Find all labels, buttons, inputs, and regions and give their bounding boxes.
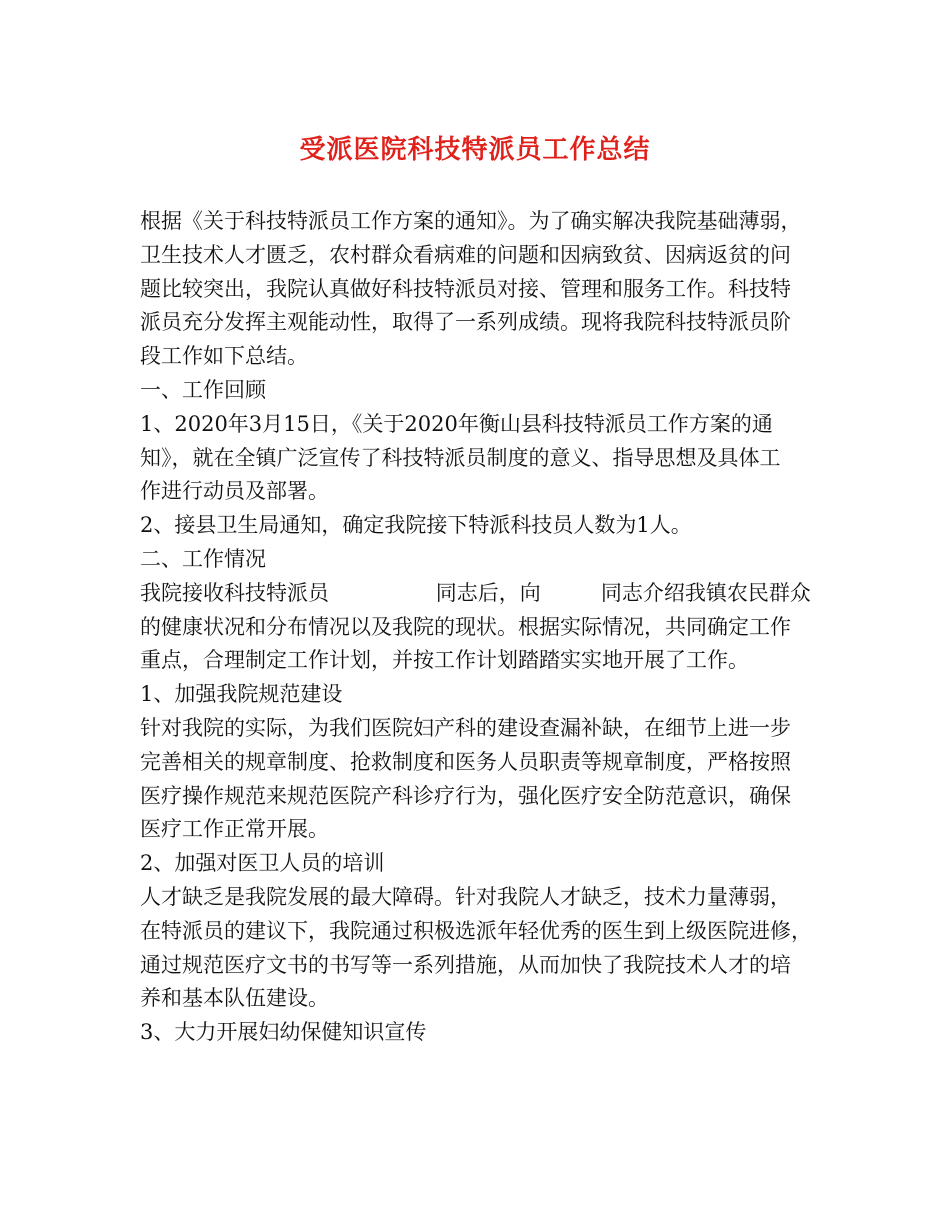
body-line: 知》，就在全镇广泛宣传了科技特派员制度的意义、指导思想及具体工 bbox=[140, 445, 781, 470]
body-line: 题比较突出，我院认真做好科技特派员对接、管理和服务工作。科技特 bbox=[140, 276, 791, 301]
body-line: 的健康状况和分布情况以及我院的现状。根据实际情况，共同确定工作 bbox=[140, 614, 791, 639]
body-line: 人才缺乏是我院发展的最大障碍。针对我院人才缺乏，技术力量薄弱， bbox=[140, 884, 791, 909]
subsection-heading: 1、加强我院规范建设 bbox=[140, 682, 343, 707]
body-line: 根据《关于科技特派员工作方案的通知》。为了确实解决我院基础薄弱， bbox=[140, 209, 802, 233]
section-heading: 二、工作情况 bbox=[140, 546, 266, 571]
body-line: 卫生技术人才匮乏，农村群众看病难的问题和因病致贫、因病返贫的问 bbox=[140, 242, 791, 267]
subsection-heading: 2、加强对医卫人员的培训 bbox=[140, 851, 385, 876]
body-line: 我院接收科技特派员 同志后，向 同志介绍我镇农民群众 bbox=[140, 580, 811, 605]
body-line: 在特派员的建议下，我院通过积极选派年轻优秀的医生到上级医院进修， bbox=[140, 918, 812, 943]
subsection-heading: 3、大力开展妇幼保健知识宣传 bbox=[140, 1020, 427, 1045]
body-line: 2、接县卫生局通知，确定我院接下特派科技员人数为1人。 bbox=[140, 513, 692, 538]
body-line: 医疗操作规范来规范医院产科诊疗行为，强化医疗安全防范意识，确保 bbox=[140, 783, 791, 808]
document-body bbox=[140, 205, 820, 1050]
body-line: 养和基本队伍建设。 bbox=[140, 986, 329, 1011]
body-line: 通过规范医疗文书的书写等一系列措施，从而加快了我院技术人才的培 bbox=[140, 952, 791, 977]
body-line: 重点，合理制定工作计划，并按工作计划踏踏实实地开展了工作。 bbox=[140, 648, 749, 673]
body-line: 1、2020年3月15日，《关于2020年衡山县科技特派员工作方案的通 bbox=[140, 411, 773, 436]
document-title: 受派医院科技特派员工作总结 bbox=[299, 135, 651, 165]
body-line: 完善相关的规章制度、抢救制度和医务人员职责等规章制度，严格按照 bbox=[140, 749, 791, 774]
body-line: 医疗工作正常开展。 bbox=[140, 817, 329, 842]
body-line: 派员充分发挥主观能动性，取得了一系列成绩。现将我院科技特派员阶 bbox=[140, 310, 791, 335]
body-line: 段工作如下总结。 bbox=[140, 344, 308, 369]
body-line: 针对我院的实际，为我们医院妇产科的建设查漏补缺，在细节上进一步 bbox=[140, 715, 791, 740]
section-heading: 一、工作回顾 bbox=[140, 377, 266, 402]
body-line: 作进行动员及部署。 bbox=[140, 479, 329, 504]
